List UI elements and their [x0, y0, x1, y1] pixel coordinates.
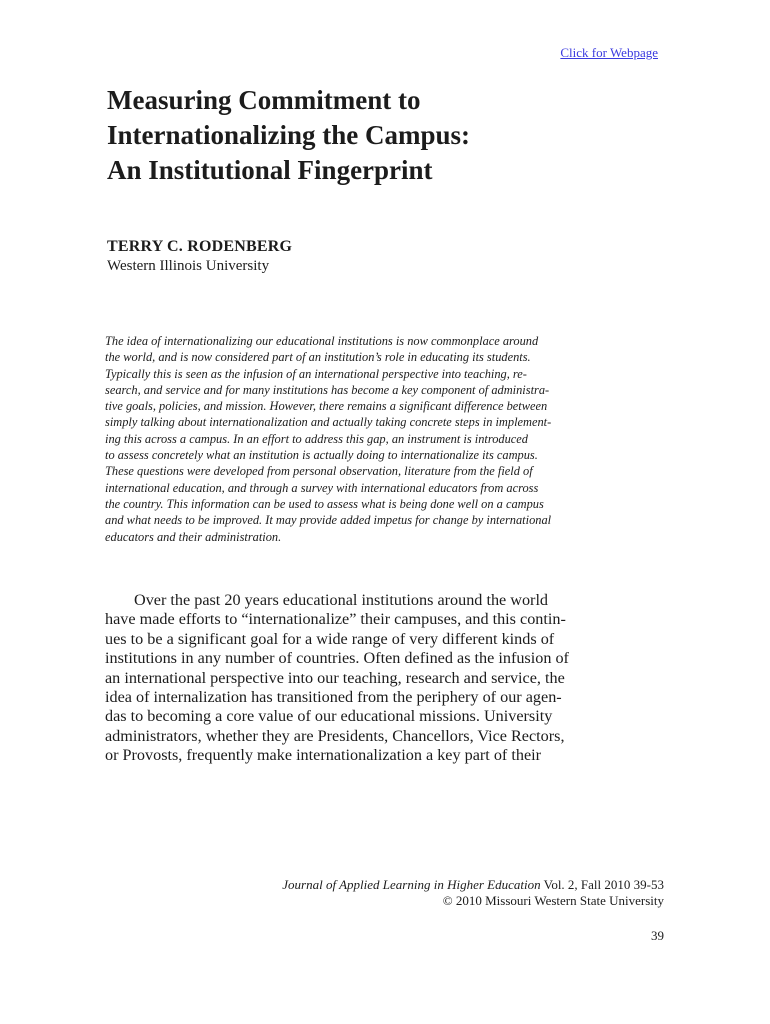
body-line: Over the past 20 years educational institutions around the world: [134, 591, 549, 609]
abstract-line: and what needs to be improved. It may provide added impetus for change by international: [105, 513, 552, 528]
abstract-line: search, and service and for many institutions has become a key component of administra-: [105, 382, 550, 397]
abstract-line: the world, and is now considered part of an institution’s role in educating its students.: [105, 350, 531, 365]
abstract-line: tive goals, policies, and mission. However, there remains a significant difference between: [105, 399, 548, 414]
journal-name: Journal of Applied Learning in Higher Education: [282, 877, 541, 892]
webpage-link[interactable]: Click for Webpage: [560, 45, 658, 60]
journal-citation: [282, 877, 664, 893]
author-affiliation: Western Illinois University: [107, 258, 270, 274]
abstract-line: international education, and through a survey with international educators from across: [105, 480, 539, 495]
copyright: © 2010 Missouri Western State University: [442, 893, 664, 908]
author-block: [107, 238, 292, 275]
body-paragraph: [105, 591, 665, 766]
paper-title: [107, 83, 667, 188]
abstract-line: The idea of internationalizing our educational institutions is now commonplace around: [105, 334, 539, 348]
body-line: have made efforts to “internationalize” their campuses, and this contin-: [105, 610, 566, 629]
body-line: idea of internalization has transitioned from the periphery of our agen-: [105, 688, 562, 707]
abstract-line: These questions were developed from personal observation, literature from the field of: [105, 464, 533, 479]
body-line: an international perspective into our teaching, research and service, the: [105, 668, 565, 687]
abstract-line: to assess concretely what an institution is actually doing to internationalize its campus.: [105, 448, 538, 463]
title-line: An Institutional Fingerprint: [107, 155, 433, 185]
journal-volume: Vol. 2, Fall 2010 39-53: [540, 877, 664, 892]
body-line: or Provosts, frequently make internationalization a key part of their: [105, 746, 542, 765]
title-line: Measuring Commitment to: [107, 85, 421, 115]
author-name: TERRY C. RODENBERG: [107, 238, 293, 255]
abstract-line: ing this across a campus. In an effort to address this gap, an instrument is introduced: [105, 431, 528, 446]
abstract-line: simply talking about internationalization and actually taking concrete steps in implement-: [105, 415, 552, 430]
abstract-line: the country. This information can be used to assess what is being done well on a campus: [105, 496, 544, 511]
journal-footer: [282, 877, 664, 909]
abstract: [105, 333, 665, 545]
body-line: administrators, whether they are Presidents, Chancellors, Vice Rectors,: [105, 726, 565, 745]
body-line: das to becoming a core value of our educational missions. University: [105, 707, 553, 726]
abstract-line: educators and their administration.: [105, 529, 282, 544]
title-line: Internationalizing the Campus:: [107, 120, 471, 150]
abstract-line: Typically this is seen as the infusion of an international perspective into teaching, re-: [105, 366, 527, 381]
body-line: ues to be a significant goal for a wide range of very different kinds of: [105, 629, 555, 648]
body-line: institutions in any number of countries. Often defined as the infusion of: [105, 649, 569, 668]
page-number: 39: [651, 928, 664, 943]
